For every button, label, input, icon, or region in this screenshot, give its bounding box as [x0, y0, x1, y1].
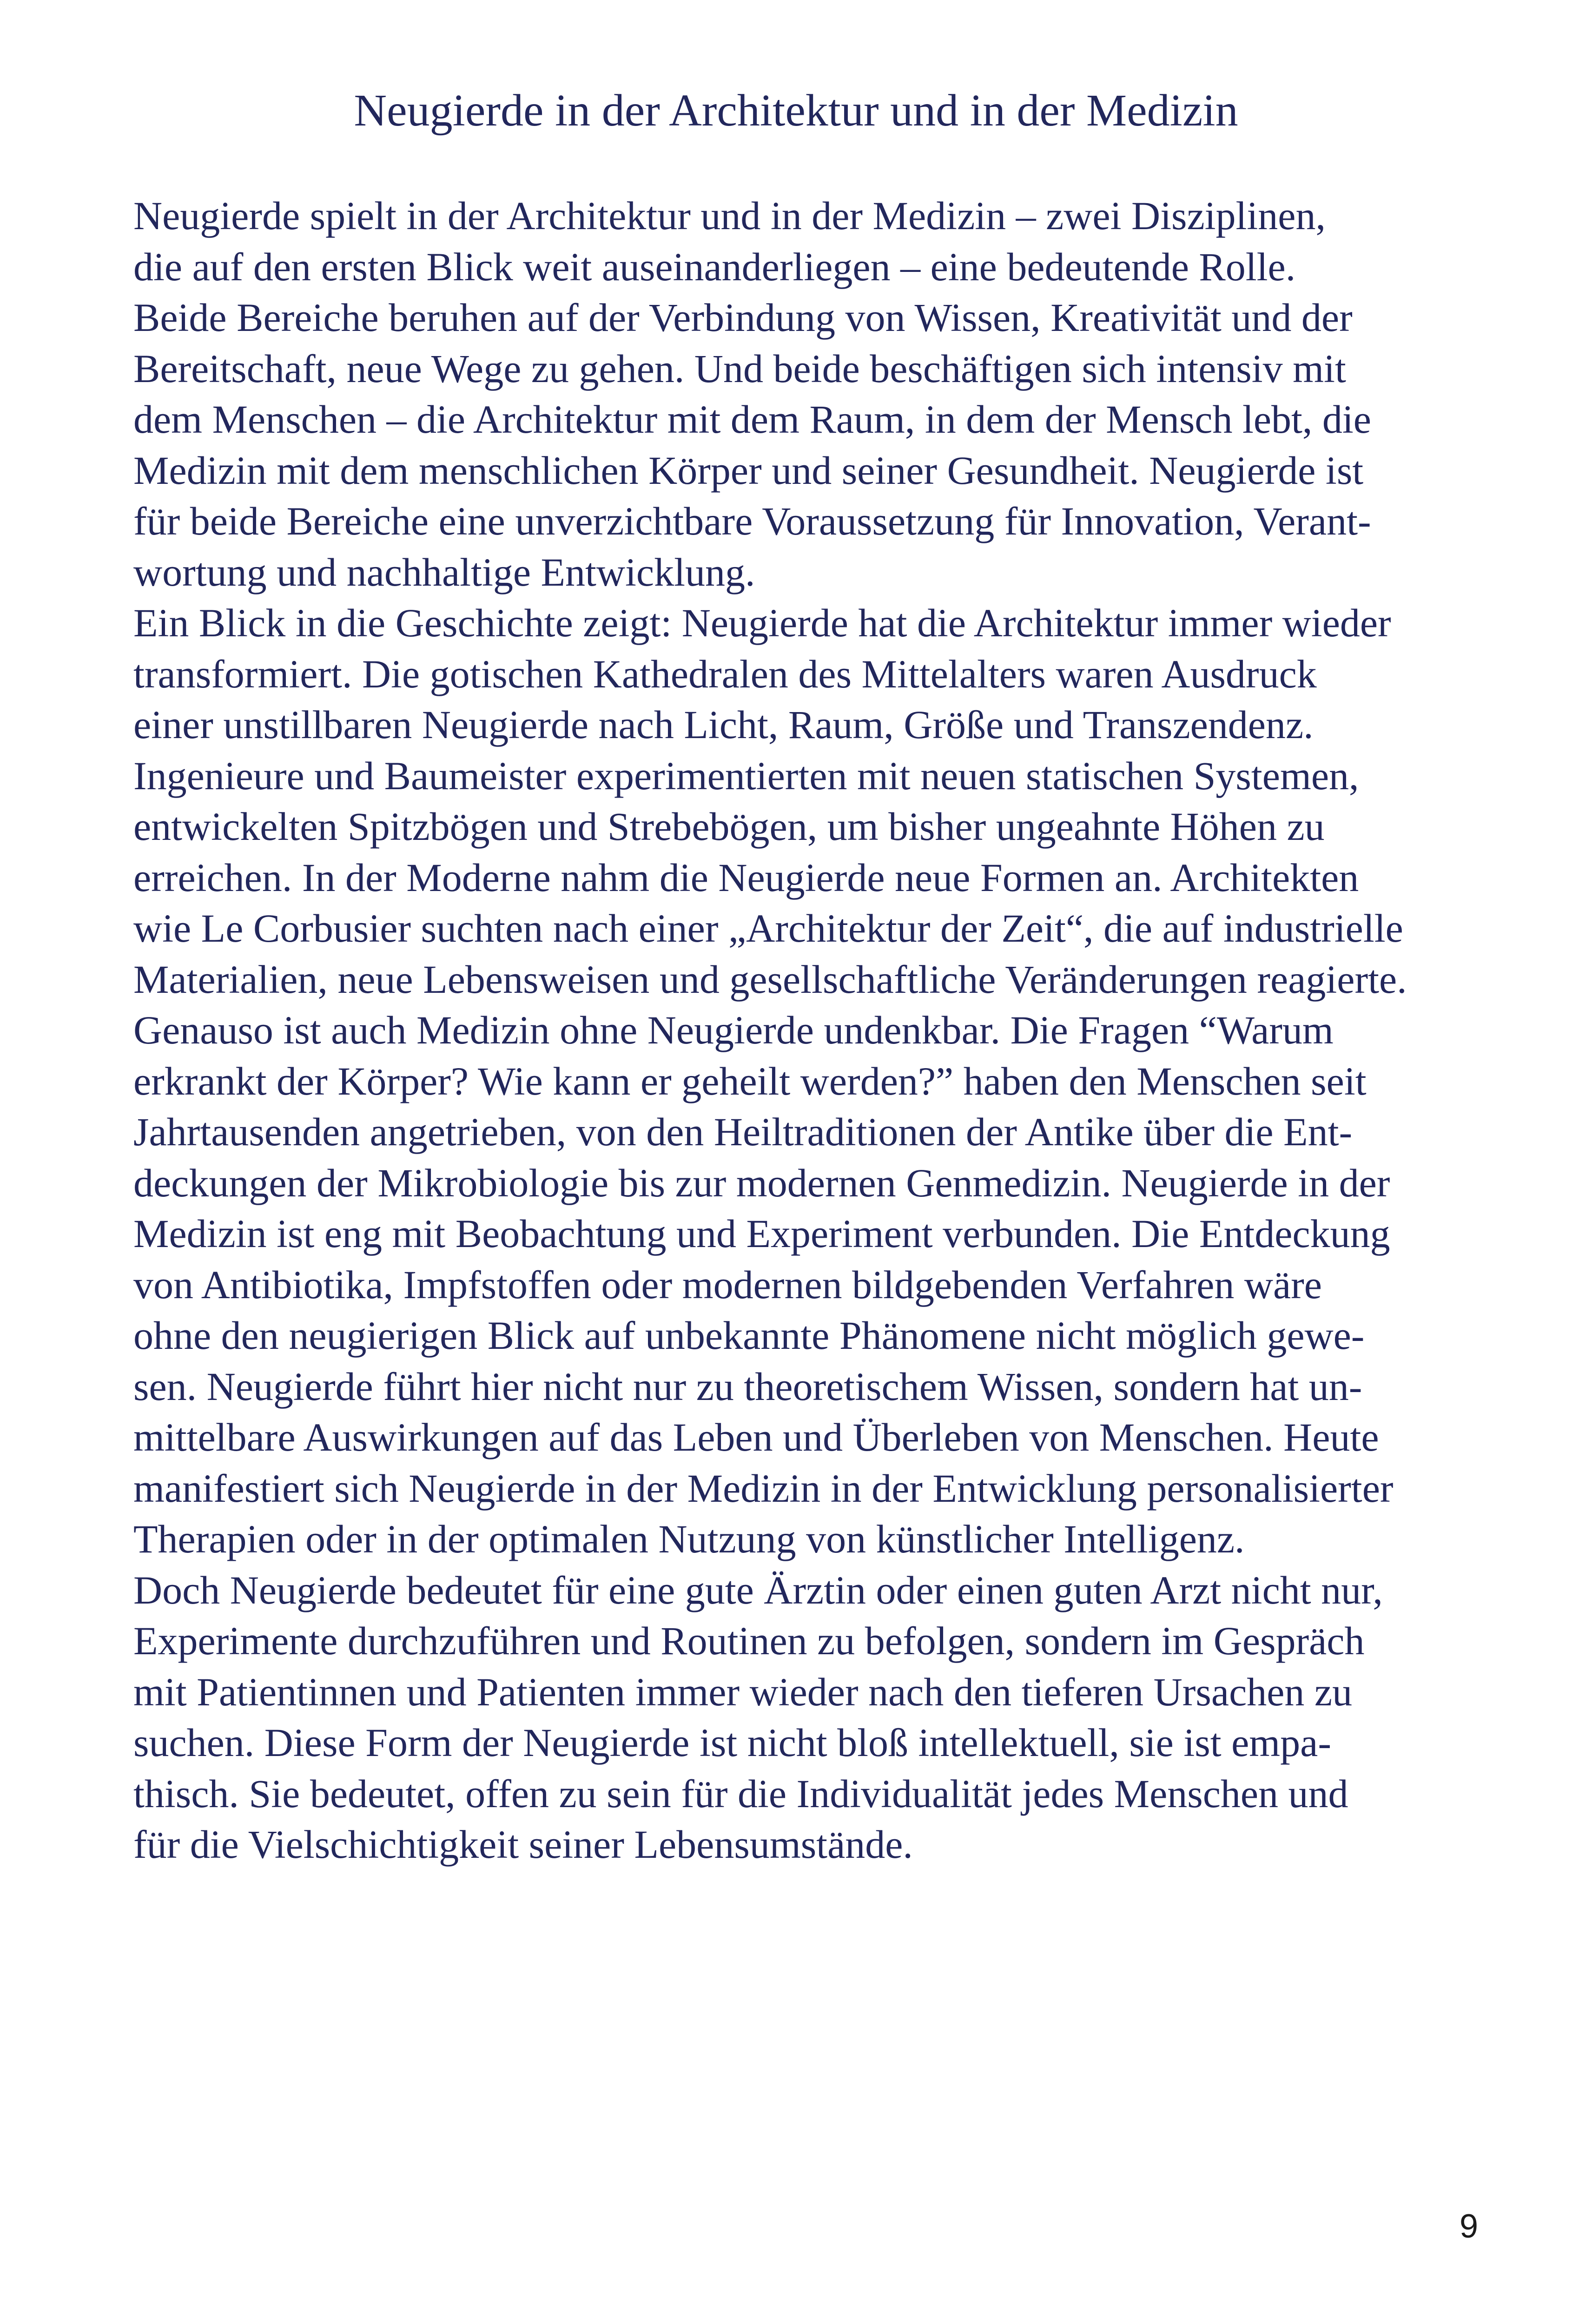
text-line: Beide Bereiche beruhen auf der Verbindung von Wissen, Kreativität und der — [133, 295, 1353, 340]
text-line: Therapien oder in der optimalen Nutzung von künstlicher Intelligenz. — [133, 1517, 1245, 1561]
text-line: dem Menschen – die Architektur mit dem Raum, in dem der Mensch lebt, die — [133, 397, 1371, 442]
text-line: transformiert. Die gotischen Kathedralen des Mittelalters waren Ausdruck — [133, 651, 1317, 696]
text-line: sen. Neugierde führt hier nicht nur zu theoretischem Wissen, sondern hat un- — [133, 1364, 1362, 1409]
text-line: Experimente durchzuführen und Routinen zu befolgen, sondern im Gespräch — [133, 1618, 1365, 1663]
text-line: Ingenieure und Baumeister experimentierten mit neuen statischen Systemen, — [133, 753, 1359, 798]
text-line: für die Vielschichtigkeit seiner Lebensumstände. — [133, 1822, 913, 1867]
text-line: für beide Bereiche eine unverzichtbare Voraussetzung für Innovation, Verant- — [133, 499, 1371, 543]
text-line: Medizin mit dem menschlichen Körper und seiner Gesundheit. Neugierde ist — [133, 448, 1364, 493]
text-line: Genauso ist auch Medizin ohne Neugierde undenkbar. Die Fragen “Warum — [133, 1008, 1334, 1052]
text-line: einer unstillbaren Neugierde nach Licht, Raum, Größe und Transzendenz. — [133, 702, 1314, 747]
text-line: deckungen der Mikrobiologie bis zur modernen Genmedizin. Neugierde in der — [133, 1160, 1390, 1205]
text-line: mit Patientinnen und Patienten immer wieder nach den tieferen Ursachen zu — [133, 1669, 1353, 1714]
body-text — [133, 191, 1481, 1870]
text-line: mittelbare Auswirkungen auf das Leben und Überleben von Menschen. Heute — [133, 1415, 1379, 1459]
text-line: suchen. Diese Form der Neugierde ist nicht bloß intellektuell, sie ist empa- — [133, 1720, 1331, 1765]
text-line: wie Le Corbusier suchten nach einer „Architektur der Zeit“, die auf industrielle — [133, 906, 1403, 951]
page-title: Neugierde in der Architektur und in der Medizin — [354, 86, 1238, 136]
text-line: ohne den neugierigen Blick auf unbekannte Phänomene nicht möglich gewe- — [133, 1313, 1365, 1358]
text-line: die auf den ersten Blick weit auseinanderliegen – eine bedeutende Rolle. — [133, 244, 1296, 289]
text-line: Ein Blick in die Geschichte zeigt: Neugierde hat die Architektur immer wieder — [133, 601, 1391, 645]
text-line: thisch. Sie bedeutet, offen zu sein für die Individualität jedes Menschen und — [133, 1771, 1348, 1816]
text-line: entwickelten Spitzbögen und Strebebögen, um bisher ungeahnte Höhen zu — [133, 804, 1325, 849]
text-line: Jahrtausenden angetrieben, von den Heiltraditionen der Antike über die Ent- — [133, 1109, 1353, 1154]
text-line: erkrankt der Körper? Wie kann er geheilt werden?” haben den Menschen seit — [133, 1058, 1367, 1103]
text-line: Bereitschaft, neue Wege zu gehen. Und beide beschäftigen sich intensiv mit — [133, 346, 1346, 391]
text-line: Doch Neugierde bedeutet für eine gute Ärztin oder einen guten Arzt nicht nur, — [133, 1567, 1383, 1612]
text-line: wortung und nachhaltige Entwicklung. — [133, 549, 755, 594]
text-line: von Antibiotika, Impfstoffen oder modernen bildgebenden Verfahren wäre — [133, 1262, 1322, 1307]
text-line: manifestiert sich Neugierde in der Medizin in der Entwicklung personalisierter — [133, 1466, 1394, 1511]
text-line: Medizin ist eng mit Beobachtung und Experiment verbunden. Die Entdeckung — [133, 1211, 1390, 1256]
page-number: 9 — [1459, 2208, 1478, 2245]
text-line: Materialien, neue Lebensweisen und gesellschaftliche Veränderungen reagierte. — [133, 957, 1407, 1002]
text-line: erreichen. In der Moderne nahm die Neugierde neue Formen an. Architekten — [133, 855, 1359, 900]
text-line: Neugierde spielt in der Architektur und in der Medizin – zwei Disziplinen, — [133, 193, 1326, 238]
